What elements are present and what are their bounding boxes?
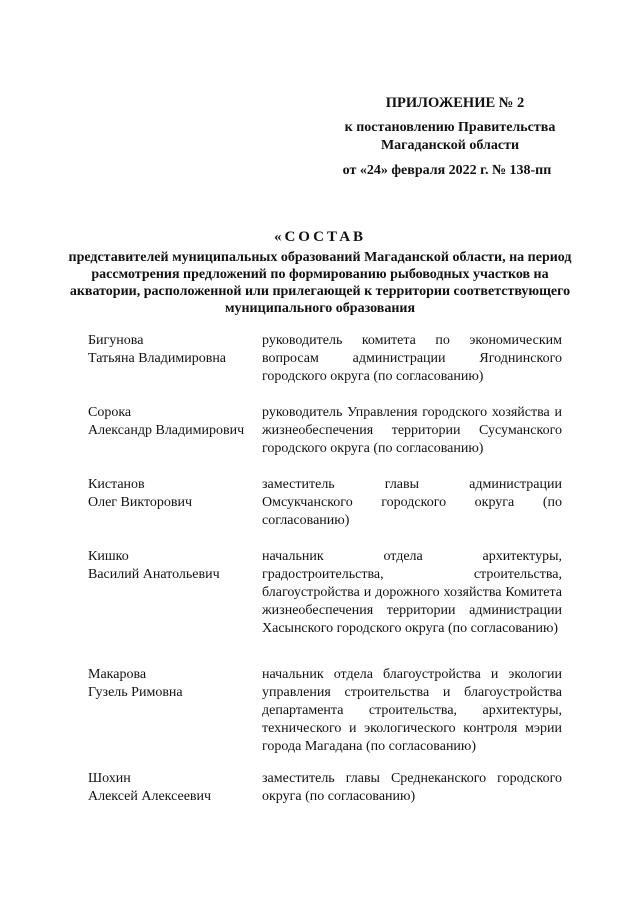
member-given-name: Олег Викторович [88,495,193,510]
member-role: начальник отдела архитектуры, градостроительства, строительства, благоустройства и дорожного хозяйства Комитета жизнеобеспечения территории администрации Хасынского городского округа (по согласованию) [262,549,562,636]
member-role: заместитель главы Среднеканского городского округа (по согласованию) [262,771,562,804]
member-name [88,770,248,806]
member-surname: Шохин [88,771,131,786]
member-given-name: Татьяна Владимировна [88,351,227,366]
member-surname: Кишко [88,549,129,564]
document-subtitle: представителей муниципальных образований Магаданской области, на период рассмотрения предложений по формированию рыбоводных участков на акватории, расположенной или прилегающей к территории соответствующего муниципального образования [68,250,572,316]
member-name [88,476,248,512]
resolution-reference: к постановлению Правительства Магаданской области [344,120,556,153]
member-surname: Бигунова [88,333,144,348]
member-name [88,548,248,584]
member-surname: Кистанов [88,477,145,492]
member-surname: Макарова [88,667,147,682]
member-role: заместитель главы администрации Омсукчанского городского округа (по согласованию) [262,477,562,528]
resolution-date: от «24» февраля 2022 г. № 138-пп [342,163,552,178]
member-given-name: Алексей Алексеевич [88,789,212,804]
member-name [88,666,248,702]
document-title: «СОСТАВ [273,229,367,245]
member-role: начальник отдела благоустройства и экологии управления строительства и благоустройства департамента строительства, архитектуры, технического и экологического контроля мэрии города Магадана (по согласованию) [262,667,562,754]
member-name [88,332,248,368]
member-given-name: Александр Владимирович [88,423,245,438]
member-given-name: Василий Анатольевич [88,567,220,582]
member-given-name: Гузель Римовна [88,685,183,700]
member-surname: Сорока [88,405,132,420]
member-role: руководитель комитета по экономическим вопросам администрации Ягоднинского городского округа (по согласованию) [262,333,562,384]
member-role: руководитель Управления городского хозяйства и жизнеобеспечения территории Сусуманского городского округа (по согласованию) [262,405,562,456]
member-name [88,404,248,440]
appendix-heading: ПРИЛОЖЕНИЕ № 2 [385,95,525,111]
